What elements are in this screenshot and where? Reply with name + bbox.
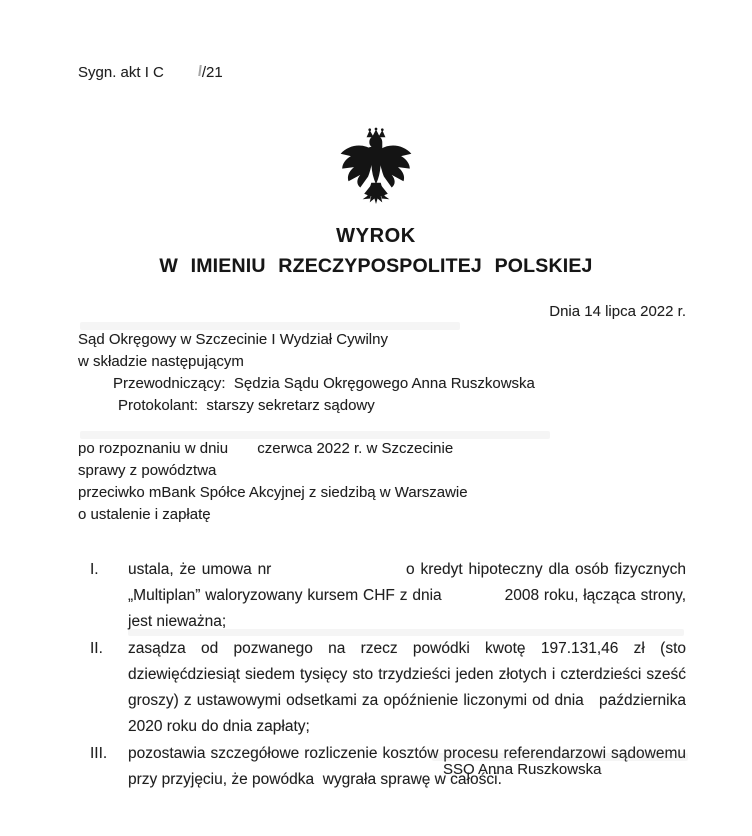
ruling-text: ustala, że umowa nr o kredyt hipoteczny dla osób fizycznych „Multiplan” waloryzowany kursem CHF z dnia 2008 roku, łącząca strony, jest nieważna; bbox=[128, 561, 686, 630]
national-emblem bbox=[0, 127, 752, 220]
panel-presiding-judge: Przewodniczący: Sędzia Sądu Okręgowego Anna Ruszkowska bbox=[113, 375, 535, 392]
document-subtitle: W IMIENIU RZECZYPOSPOLITEJ POLSKIEJ bbox=[159, 255, 593, 277]
case-number-prefix: Sygn. akt I C bbox=[78, 64, 164, 81]
ruling-numeral: II. bbox=[90, 640, 103, 657]
ruling-item-2 bbox=[90, 636, 686, 740]
scan-artifact bbox=[432, 753, 688, 761]
plaintiff-line: sprawy z powództwa bbox=[78, 462, 217, 479]
judgment-date: Dnia 14 lipca 2022 r. bbox=[549, 303, 686, 320]
scan-artifact bbox=[80, 322, 460, 330]
defendant-line: przeciwko mBank Spółce Akcyjnej z siedzibą w Warszawie bbox=[78, 484, 468, 501]
case-number-suffix: /21 bbox=[201, 64, 223, 81]
claim-subject-line: o ustalenie i zapłatę bbox=[78, 506, 211, 523]
ruling-text: pozostawia szczegółowe rozliczenie kosztów procesu referendarzowi sądowemu przy przyjęciu, że powódka wygrała sprawę w całości. bbox=[128, 745, 686, 788]
document-title: WYROK bbox=[336, 225, 416, 247]
court-name: Sąd Okręgowy w Szczecinie I Wydział Cywilny bbox=[78, 331, 388, 348]
polish-eagle-icon bbox=[336, 127, 416, 215]
judge-signature: SSO Anna Ruszkowska bbox=[443, 761, 602, 778]
composition-intro: w składzie następującym bbox=[78, 353, 244, 370]
case-number-line bbox=[78, 64, 223, 81]
panel-court-clerk: Protokolant: starszy sekretarz sądowy bbox=[118, 397, 375, 414]
scan-artifact bbox=[80, 431, 550, 439]
case-info-block bbox=[78, 438, 678, 526]
court-block bbox=[78, 329, 638, 373]
ruling-numeral: I. bbox=[90, 561, 99, 578]
ruling-item-1 bbox=[90, 557, 686, 635]
ruling-text: zasądza od pozwanego na rzecz powódki kwotę 197.131,46 zł (sto dziewięćdziesiąt siedem tysięcy sto trzydzieści jeden złotych i czterdzieści sześć groszy) z ustawowymi odsetkami za opóźnienie liczonymi od dnia października 2020 roku do dnia zapłaty; bbox=[128, 640, 686, 735]
scan-artifact bbox=[128, 629, 684, 636]
ruling-numeral: III. bbox=[90, 745, 108, 762]
hearing-date-line: po rozpoznaniu w dniu czerwca 2022 r. w Szczecinie bbox=[78, 440, 454, 457]
